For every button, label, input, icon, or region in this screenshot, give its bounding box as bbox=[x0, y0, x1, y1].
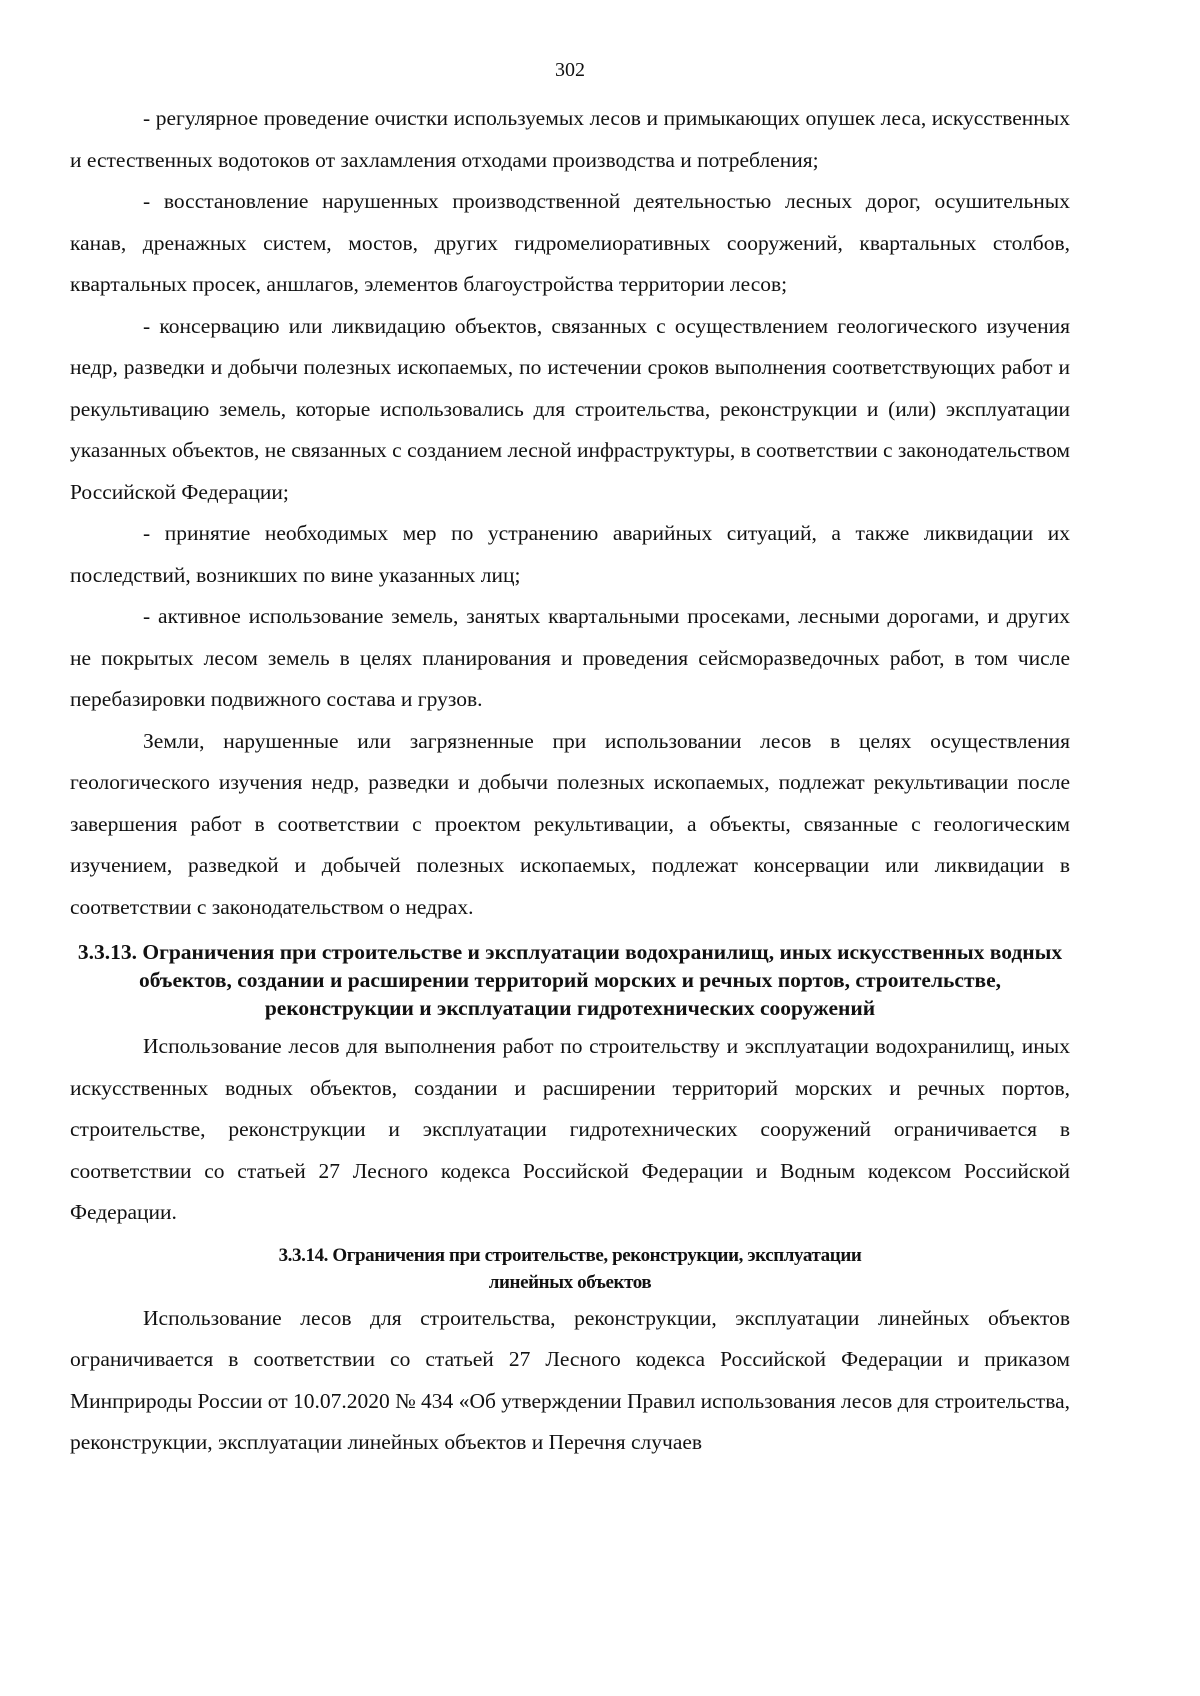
paragraph-restoration: - восстановление нарушенных производственной деятельностью лесных дорог, осушительных канав, дренажных систем, мостов, других гидромелиоративных сооружений, квартальных столбов, квартальных просек, аншлагов, элементов благоустройства территории лесов; bbox=[70, 189, 1070, 296]
paragraph-emergency: - принятие необходимых мер по устранению аварийных ситуаций, а также ликвидации их последствий, возникших по вине указанных лиц; bbox=[70, 521, 1070, 587]
paragraph-land-use: - активное использование земель, занятых квартальными просеками, лесными дорогами, и других не покрытых лесом земель в целях планирования и проведения сейсморазведочных работ, в том числе перебазировки подвижного состава и грузов. bbox=[70, 604, 1070, 711]
section-heading-3-3-14 bbox=[70, 1242, 1070, 1296]
document-page bbox=[70, 0, 1070, 1464]
paragraph-cleaning: - регулярное проведение очистки используемых лесов и примыкающих опушек леса, искусственных и естественных водотоков от захламления отходами производства и потребления; bbox=[70, 106, 1070, 172]
paragraph-recultivation: Земли, нарушенные или загрязненные при использовании лесов в целях осуществления геологического изучения недр, разведки и добычи полезных ископаемых, подлежат рекультивации после завершения работ в соответствии с проектом рекультивации, а объекты, связанные с геологическим изучением, разведкой и добычей полезных ископаемых, подлежат консервации или ликвидации в соответствии с законодательством о недрах. bbox=[70, 728, 1070, 919]
section-heading-3-3-14-line1: 3.3.14. Ограничения при строительстве, реконструкции, эксплуатации bbox=[278, 1244, 862, 1266]
paragraph-3-3-14: Использование лесов для строительства, реконструкции, эксплуатации линейных объектов ограничивается в соответствии со статьей 27 Лесного кодекса Российской Федерации и приказом Минприроды России от 10.07.2020 № 434 «Об утверждении Правил использования лесов для строительства, реконструкции, эксплуатации линейных объектов и Перечня случаев bbox=[70, 1305, 1070, 1454]
paragraph-3-3-13: Использование лесов для выполнения работ по строительству и эксплуатации водохранилищ, иных искусственных водных объектов, создании и расширении территорий морских и речных портов, строительстве, реконструкции и эксплуатации гидротехнических сооружений ограничивается в соответствии со статьей 27 Лесного кодекса Российской Федерации и Водным кодексом Российской Федерации. bbox=[70, 1034, 1070, 1224]
section-heading-3-3-14-line2: линейных объектов bbox=[488, 1271, 652, 1293]
paragraph-conservation: - консервацию или ликвидацию объектов, связанных с осуществлением геологического изучения недр, разведки и добычи полезных ископаемых, по истечении сроков выполнения соответствующих работ и рекультивацию земель, которые использовались для строительства, реконструкции и (или) эксплуатации указанных объектов, не связанных с созданием лесной инфраструктуры, в соответствии с законодательством Российской Федерации; bbox=[70, 313, 1070, 504]
page-number: 302 bbox=[555, 59, 585, 81]
section-heading-3-3-13: 3.3.13. Ограничения при строительстве и эксплуатации водохранилищ, иных искусственных водных объектов, создании и расширении территорий морских и речных портов, строительстве, реконструкции и эксплуатации гидротехнических сооружений bbox=[77, 940, 1063, 1020]
